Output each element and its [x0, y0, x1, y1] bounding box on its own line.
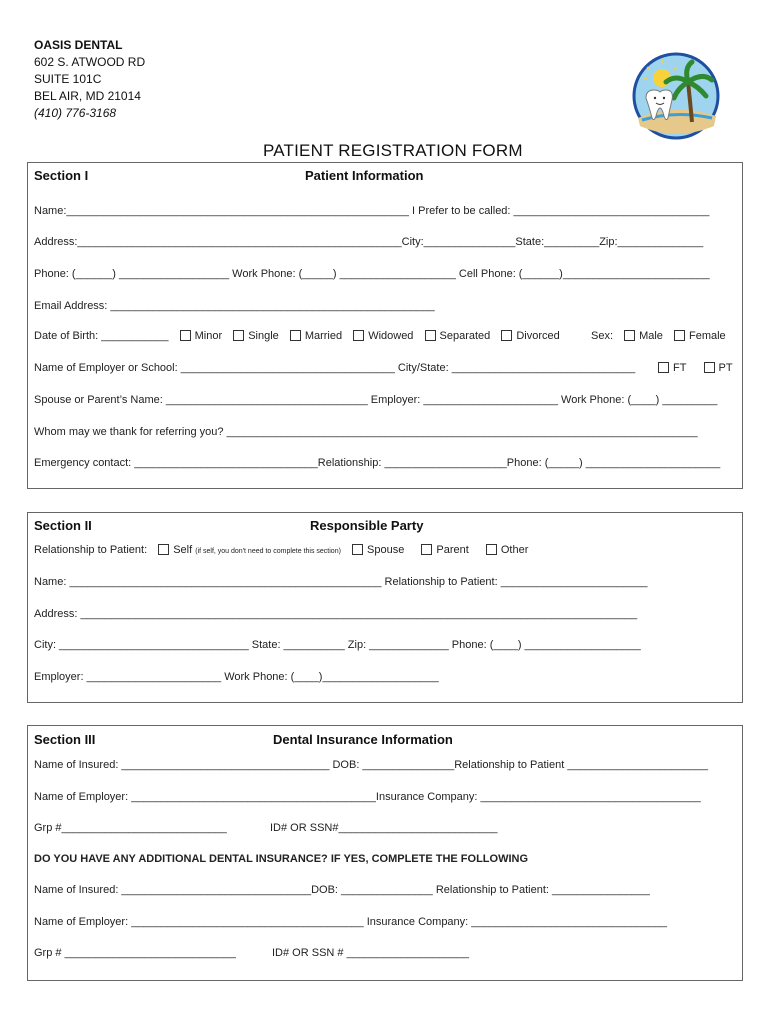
responsible-address-field[interactable]: Address: ___________________________________________________________________________________________	[34, 608, 638, 620]
label-single: Single	[248, 330, 279, 342]
section-3-heading: Dental Insurance Information	[273, 732, 453, 747]
insured-employer-field[interactable]: Name of Employer: ________________________________________Insurance Company: ____________________________________	[34, 791, 701, 803]
checkbox-parent[interactable]	[421, 544, 432, 555]
checkbox-divorced[interactable]	[501, 330, 512, 341]
emergency-contact-field[interactable]: Emergency contact: ______________________________Relationship: ____________________Phone: (_____) ______________________	[34, 457, 721, 469]
label-minor: Minor	[194, 330, 223, 342]
label-ft: FT	[673, 362, 687, 374]
checkbox-ft[interactable]	[658, 362, 669, 373]
label-self: Self	[173, 544, 193, 556]
sex-label: Sex:	[591, 330, 614, 342]
label-parent: Parent	[436, 544, 469, 556]
label-widowed: Widowed	[368, 330, 414, 342]
group2-number-field[interactable]: Grp # ____________________________	[34, 947, 236, 959]
insured2-employer-field[interactable]: Name of Employer: ______________________________________ Insurance Company: ________________________________	[34, 916, 668, 928]
section-2-box	[27, 512, 743, 703]
form-title: PATIENT REGISTRATION FORM	[263, 141, 523, 160]
checkbox-other[interactable]	[486, 544, 497, 555]
label-spouse: Spouse	[367, 544, 405, 556]
dob-marital-row	[34, 330, 560, 342]
spouse-parent-field[interactable]: Spouse or Parent’s Name: _________________________________ Employer: ______________________ Work Phone: (____) _________	[34, 394, 718, 406]
checkbox-married[interactable]	[290, 330, 301, 341]
practice-address	[34, 37, 145, 122]
label-separated: Separated	[439, 330, 491, 342]
checkbox-male[interactable]	[624, 330, 635, 341]
practice-phone: (410) 776-3168	[34, 106, 117, 120]
checkbox-single[interactable]	[233, 330, 244, 341]
section-3-label: Section III	[34, 732, 96, 747]
responsible-relationship-row	[34, 544, 528, 556]
label-married: Married	[304, 330, 343, 342]
sex-row	[591, 330, 726, 342]
label-other: Other	[500, 544, 529, 556]
label-pt: PT	[718, 362, 733, 374]
insured-name-field[interactable]: Name of Insured: __________________________________ DOB: _______________Relationship to Patient _______________________	[34, 759, 709, 771]
responsible-name-field[interactable]: Name: ___________________________________________________ Relationship to Patient: ________________________	[34, 576, 648, 588]
practice-name: OASIS DENTAL	[34, 38, 123, 52]
checkbox-separated[interactable]	[425, 330, 436, 341]
label-female: Female	[688, 330, 726, 342]
checkbox-self[interactable]	[158, 544, 169, 555]
section-3-box	[27, 725, 743, 981]
patient-address-field[interactable]: Address:_____________________________________________________City:_______________State:_________Zip:______________	[34, 236, 704, 248]
practice-address-line2: SUITE 101C	[34, 72, 102, 86]
practice-address-line1: 602 S. ATWOOD RD	[34, 55, 146, 69]
section-1-heading: Patient Information	[305, 168, 424, 183]
oasis-dental-logo	[632, 52, 720, 140]
label-male: Male	[639, 330, 663, 342]
practice-city-state-zip: BEL AIR, MD 21014	[34, 89, 141, 103]
dob-field[interactable]: Date of Birth: ___________	[34, 330, 169, 342]
checkbox-minor[interactable]	[180, 330, 191, 341]
section-1-box	[27, 162, 743, 489]
checkbox-female[interactable]	[674, 330, 685, 341]
patient-phone-field[interactable]: Phone: (______) __________________ Work Phone: (_____) ___________________ Cell Phone: (______)________________________	[34, 268, 710, 280]
ft-pt-row	[658, 362, 733, 374]
section-1-label: Section I	[34, 168, 89, 183]
employer-school-field[interactable]: Name of Employer or School: ___________________________________ City/State: ______________________________	[34, 362, 636, 374]
label-divorced: Divorced	[516, 330, 560, 342]
insured2-name-field[interactable]: Name of Insured: _______________________________DOB: _______________ Relationship to Patient: ________________	[34, 884, 650, 896]
id2-ssn-field[interactable]: ID# OR SSN # ____________________	[272, 947, 469, 959]
patient-email-field[interactable]: Email Address: _____________________________________________________	[34, 300, 435, 312]
group-number-field[interactable]: Grp #___________________________	[34, 822, 227, 834]
section-2-label: Section II	[34, 518, 92, 533]
patient-name-field[interactable]: Name:________________________________________________________ I Prefer to be called: ________________________________	[34, 205, 710, 217]
checkbox-pt[interactable]	[704, 362, 715, 373]
responsible-employer-field[interactable]: Employer: ______________________ Work Phone: (____)___________________	[34, 671, 439, 683]
self-note: (if self, you don't need to complete this section)	[195, 548, 341, 555]
id-ssn-field[interactable]: ID# OR SSN#__________________________	[270, 822, 498, 834]
relationship-label: Relationship to Patient:	[34, 544, 148, 556]
responsible-city-field[interactable]: City: _______________________________ State: __________ Zip: _____________ Phone: (____) ___________________	[34, 639, 641, 651]
checkbox-widowed[interactable]	[353, 330, 364, 341]
additional-insurance-question: DO YOU HAVE ANY ADDITIONAL DENTAL INSURANCE? IF YES, COMPLETE THE FOLLOWING	[34, 853, 529, 865]
section-2-heading: Responsible Party	[310, 518, 424, 533]
checkbox-spouse[interactable]	[352, 544, 363, 555]
referral-field[interactable]: Whom may we thank for referring you? _____________________________________________________________________________	[34, 426, 698, 438]
